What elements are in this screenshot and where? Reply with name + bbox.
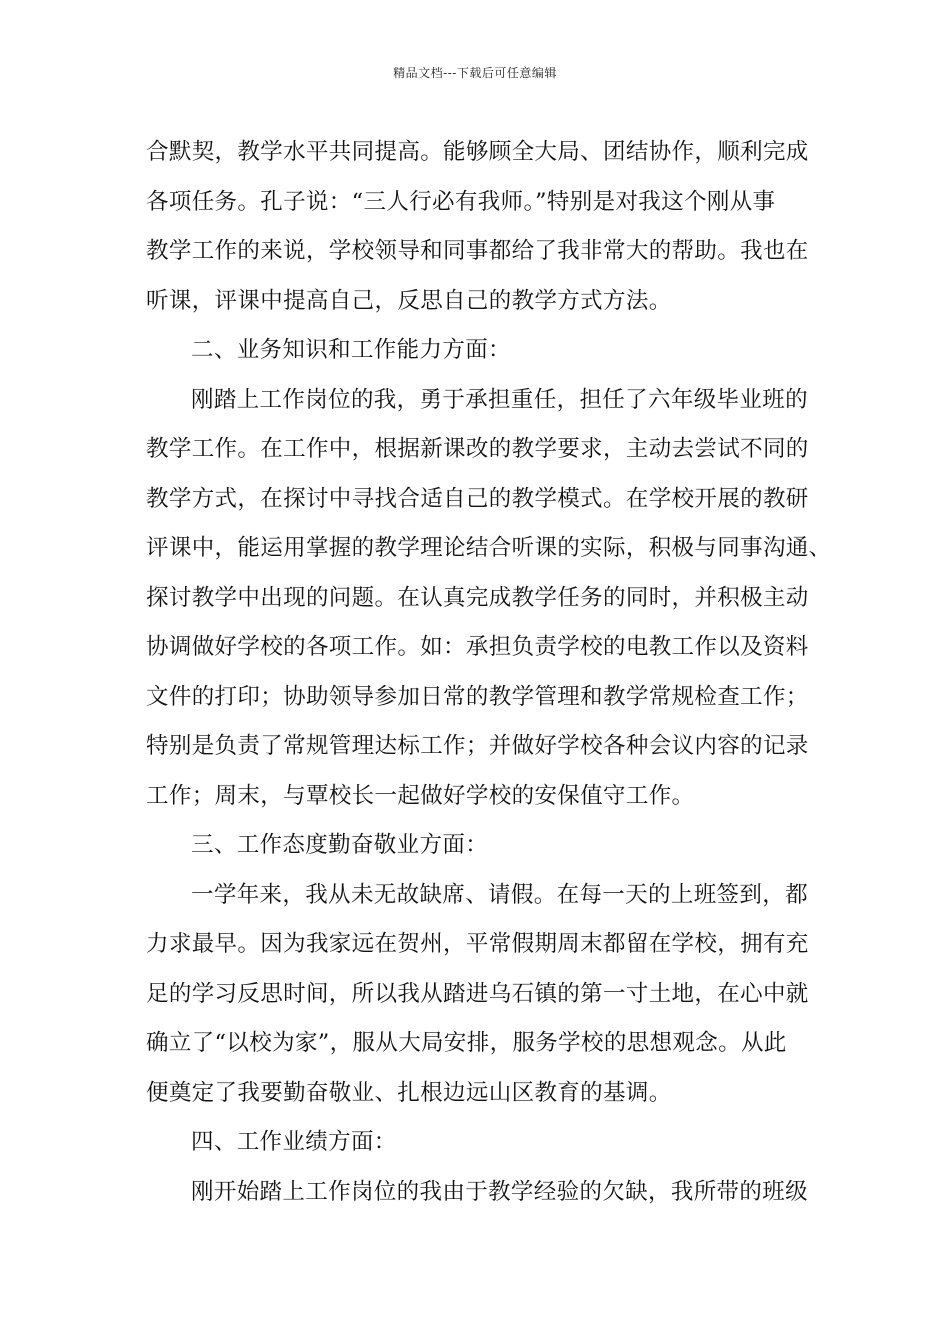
text-line: 确立了“以校为家”，服从大局安排，服务学校的思想观念。从此: [146, 1030, 787, 1056]
text-line: 力求最早。因为我家远在贺州，平常假期周末都留在学校，拥有充: [146, 931, 809, 957]
text-line: 教学工作。在工作中，根据新课改的教学要求，主动去尝试不同的: [146, 436, 809, 462]
text-line: 足的学习反思时间，所以我从踏进乌石镇的第一寸土地，在心中就: [146, 980, 809, 1007]
text-line: 各项任务。孔子说：“三人行必有我师。”特别是对我这个刚从事: [146, 188, 776, 215]
text-line: 合默契，教学水平共同提高。能够顾全大局、团结协作，顺利完成: [146, 139, 809, 165]
text-line: 特别是负责了常规管理达标工作；并做好学校各种会议内容的记录: [146, 733, 809, 759]
text-line: 工作；周末，与覃校长一起做好学校的安保值守工作。: [146, 782, 695, 809]
document-body: [146, 134, 832, 1223]
page-header: 精品文档---下载后可任意编辑: [393, 66, 557, 80]
text-line: 教学工作的来说，学校领导和同事都给了我非常大的帮助。我也在: [146, 238, 809, 264]
text-line: 刚开始踏上工作岗位的我由于教学经验的欠缺，我所带的班级: [191, 1178, 808, 1205]
text-line: 便奠定了我要勤奋敬业、扎根边远山区教育的基调。: [146, 1079, 672, 1106]
text-line: 一学年来，我从未无故缺席、请假。在每一天的上班签到，都: [191, 881, 808, 908]
text-line: 探讨教学中出现的问题。在认真完成教学任务的同时，并积极主动: [146, 584, 809, 611]
text-line: 协调做好学校的各项工作。如：承担负责学校的电教工作以及资料: [146, 634, 809, 660]
text-line: 二、业务知识和工作能力方面：: [191, 337, 511, 363]
text-line: 文件的打印；协助领导参加日常的教学管理和教学常规检查工作；: [146, 683, 809, 710]
text-line: 四、工作业绩方面：: [191, 1129, 397, 1155]
text-line: 三、工作态度勤奋敬业方面：: [191, 832, 489, 858]
text-line: 评课中，能运用掌握的教学理论结合听课的实际，积极与同事沟通、: [146, 535, 832, 561]
text-line: 教学方式，在探讨中寻找合适自己的教学模式。在学校开展的教研: [146, 485, 809, 512]
text-line: 听课，评课中提高自己，反思自己的教学方式方法。: [146, 287, 672, 314]
text-line: 刚踏上工作岗位的我，勇于承担重任，担任了六年级毕业班的: [191, 386, 808, 413]
